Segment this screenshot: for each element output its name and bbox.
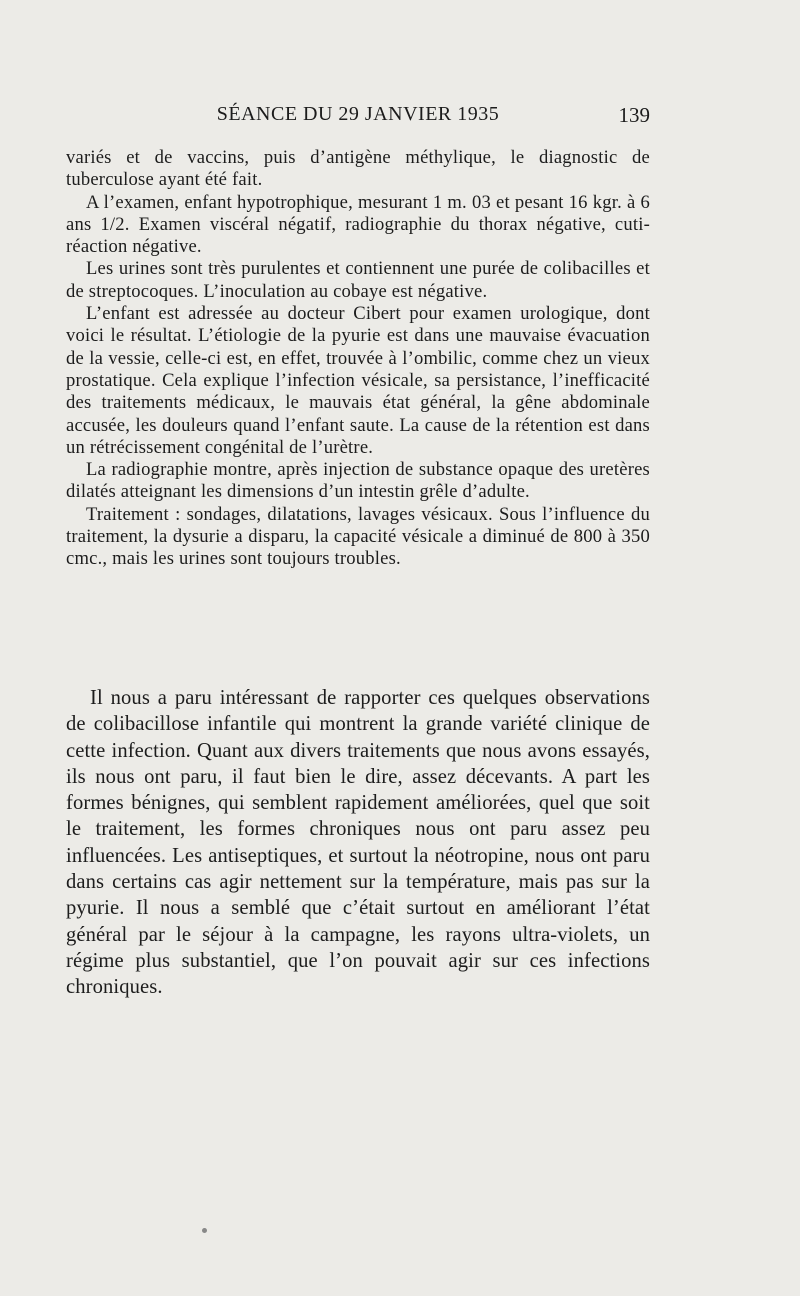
conclusion-text	[66, 685, 650, 1001]
case-paragraph-6: Traitement : sondages, dilatations, lavages vésicaux. Sous l’influence du traitement, la dysurie a disparu, la capacité vésicale a diminué de 800 à 350 cmc., mais les urines sont toujours troubles.	[66, 503, 650, 570]
case-paragraph-1: variés et de vaccins, puis d’antigène méthylique, le diagnostic de tuberculose ayant été fait.	[66, 147, 650, 191]
case-report-text	[66, 147, 650, 571]
page-number: 139	[618, 103, 650, 127]
ink-speck	[202, 1228, 207, 1233]
case-paragraph-5: La radiographie montre, après injection de substance opaque des uretères dilatés atteignant les dimensions d’un intestin grêle d’adulte.	[66, 459, 650, 503]
case-paragraph-4: L’enfant est adressée au docteur Cibert pour examen urologique, dont voici le résultat. L’étiologie de la pyurie est dans une mauvaise évacuation de la vessie, celle-ci est, en effet, trouvée à l’ombilic, comme chez un vieux prostatique. Cela explique l’infection vésicale, sa persistance, l’inefficacité des traitements médicaux, le mauvais état général, la gêne abdominale accusée, les douleurs quand l’enfant saute. La cause de la rétention est dans un rétrécissement congénital de l’urètre.	[66, 303, 650, 458]
running-title: SÉANCE DU 29 JANVIER 1935	[216, 103, 500, 125]
case-paragraph-3: Les urines sont très purulentes et contiennent une purée de colibacilles et de streptocoques. L’inoculation au cobaye est négative.	[66, 258, 650, 302]
case-paragraph-2: A l’examen, enfant hypotrophique, mesurant 1 m. 03 et pesant 16 kgr. à 6 ans 1/2. Examen viscéral négatif, radiographie du thorax négative, cuti-réaction négative.	[66, 191, 650, 258]
page-header	[66, 103, 650, 133]
conclusion-paragraph: Il nous a paru intéressant de rapporter ces quelques observations de colibacillose infantile qui montrent la grande variété clinique de cette infection. Quant aux divers traitements que nous avons essayés, ils nous ont paru, il faut bien le dire, assez décevants. A part les formes bénignes, qui semblent rapidement améliorées, quel que soit le traitement, les formes chroniques nous ont paru assez peu influencées. Les antiseptiques, et surtout la néotropine, nous ont paru dans certains cas agir nettement sur la température, mais pas sur la pyurie. Il nous a semblé que c’était surtout en améliorant l’état général par le séjour à la campagne, les rayons ultra-violets, un régime plus substantiel, que l’on pouvait agir sur ces infections chroniques.	[66, 687, 650, 999]
